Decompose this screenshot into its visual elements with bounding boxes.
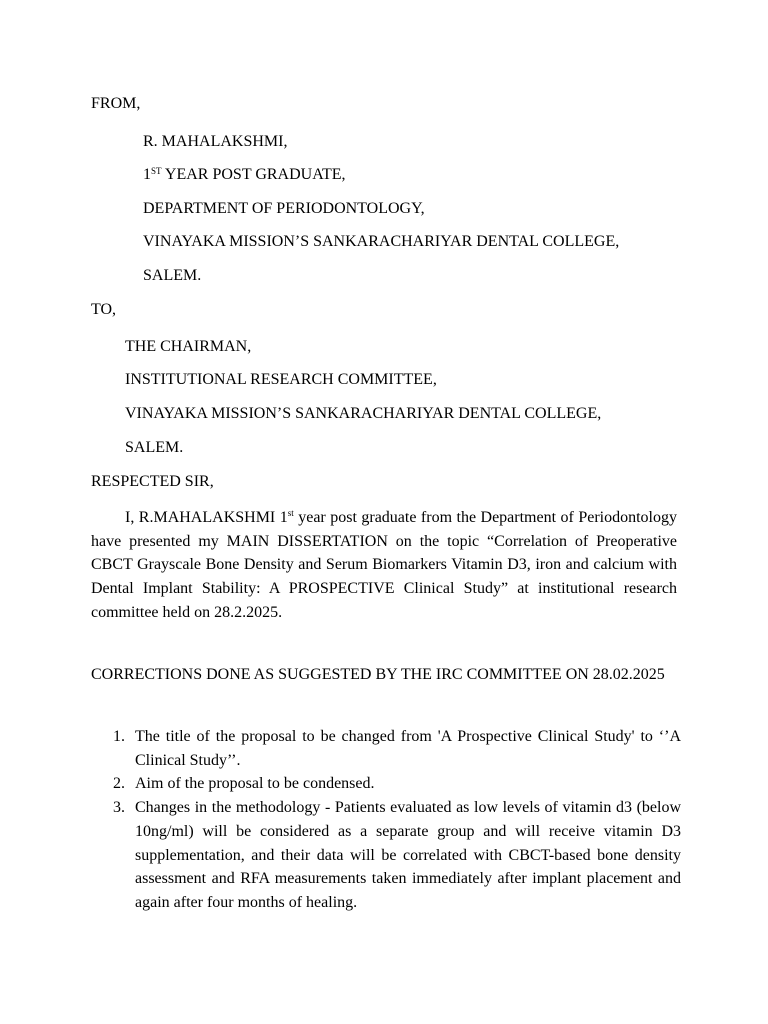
recipient-committee: INSTITUTIONAL RESEARCH COMMITTEE, <box>125 371 437 388</box>
list-item <box>91 725 681 772</box>
salutation: RESPECTED SIR, <box>91 473 214 490</box>
sender-year-text: YEAR POST GRADUATE, <box>161 166 346 183</box>
list-item-number: 2. <box>113 775 125 793</box>
recipient-college: VINAYAKA MISSION’S SANKARACHARIYAR DENTAL COLLEGE, <box>125 405 602 422</box>
body-paragraph <box>91 506 677 625</box>
list-item-text: The title of the proposal to be changed from 'A Prospective Clinical Study' to ‘’A Clinical Study’’. <box>135 728 681 769</box>
list-item <box>91 796 681 915</box>
recipient-city: SALEM. <box>125 439 184 456</box>
sender-year <box>143 165 346 185</box>
sender-college: VINAYAKA MISSION’S SANKARACHARIYAR DENTAL COLLEGE, <box>143 233 620 250</box>
list-item-number: 3. <box>113 799 125 817</box>
sender-city: SALEM. <box>143 267 202 284</box>
list-item-text: Aim of the proposal to be condensed. <box>135 775 375 793</box>
corrections-heading: CORRECTIONS DONE AS SUGGESTED BY THE IRC COMMITTEE ON 28.02.2025 <box>91 666 665 683</box>
corrections-list <box>91 725 681 915</box>
sender-department: DEPARTMENT OF PERIODONTOLOGY, <box>143 200 425 217</box>
body-part-2: year post graduate from the Department of Periodontology have presented my MAIN DISSERTATION on the topic “Correlation of Preoperative CBCT Grayscale Bone Density and Serum Biomarkers Vitamin D3, iron and calcium with Dental Implant Stability: A PROSPECTIVE Clinical Study” at institutional research committee held on 28.2.2025. <box>91 509 677 621</box>
sender-year-superscript: ST <box>151 166 162 176</box>
body-part-1: I, R.MAHALAKSHMI 1 <box>125 509 288 526</box>
sender-year-number: 1 <box>143 166 151 183</box>
body-superscript: st <box>287 508 294 518</box>
recipient-title: THE CHAIRMAN, <box>125 338 252 355</box>
to-heading: TO, <box>91 301 117 318</box>
list-item <box>91 772 681 796</box>
list-item-number: 1. <box>113 728 125 745</box>
list-item-text: Changes in the methodology - Patients evaluated as low levels of vitamin d3 (below 10ng/ml) will be considered as a separate group and will receive vitamin D3 supplementation, and their data will be correlated with CBCT-based bone density assessment and RFA measurements taken immediately after implant placement and again after four months of healing. <box>135 799 681 911</box>
sender-name: R. MAHALAKSHMI, <box>143 133 288 150</box>
from-heading: FROM, <box>91 95 141 112</box>
